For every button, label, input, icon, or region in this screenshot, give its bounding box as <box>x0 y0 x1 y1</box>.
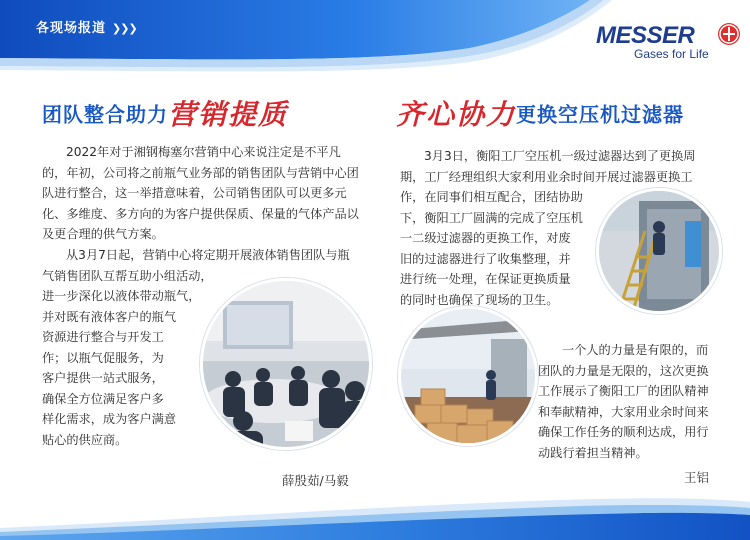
right-title-part1: 齐心协力 <box>396 98 517 131</box>
messer-logo <box>596 22 736 66</box>
left-title-part2: 营销提质 <box>168 98 289 131</box>
left-article-title <box>42 93 288 133</box>
page-footer <box>0 470 750 540</box>
left-paragraph-1: 2022年对于湘钢梅塞尔营销中心来说注定是不平凡的，年初，公司将之前瓶气业务部的销售团队与营销中心团队进行整合，这一举措意味着，公司销售团队可以更多元化、多维度、多方向的为客户提供保质、保量的气体产品以及更合理的供气方案。 <box>42 145 359 241</box>
right-p2-line: 一个人的力量是有限的，而 <box>562 343 709 357</box>
right-article-title <box>396 93 684 133</box>
right-p2-line: 工作展示了衡阳工厂的团队精神 <box>538 384 709 398</box>
left-p2-line: 气销售团队互帮互助小组活动， <box>42 268 213 283</box>
arrows-icon: ❯❯❯ <box>112 22 137 35</box>
right-p1-line: 的同时也确保了现场的卫生。 <box>400 292 559 307</box>
logo-brand-text: MESSER <box>596 22 695 49</box>
right-p2-line: 动践行着担当精神。 <box>538 445 648 460</box>
left-p2-line: 客户提供一站式服务， <box>42 371 164 385</box>
logo-tagline: Gases for Life <box>634 47 709 61</box>
right-author: 王铝 <box>684 470 710 485</box>
right-title-part2: 更换空压机过滤器 <box>516 102 685 127</box>
left-p2-line: 并对既有液体客户的瓶气 <box>42 309 177 324</box>
logo-mark-icon <box>718 23 740 45</box>
left-p2-line: 从3月7日起，营销中心将定期开展液体销售团队与瓶 <box>66 248 350 262</box>
right-paragraph-2 <box>538 340 738 463</box>
right-p1-line: 期，工厂经理组织大家利用业余时间开展过滤器更换工 <box>400 169 693 184</box>
left-p2-line: 资源进行整合与开发工 <box>42 330 164 344</box>
footer-wave-graphic <box>0 470 750 540</box>
right-p1-line: 下，衡阳工厂圆满的完成了空压机 <box>400 210 583 225</box>
left-p2-line: 贴心的供应商。 <box>42 432 128 447</box>
filter-boxes-photo <box>398 306 538 446</box>
right-p1-line: 一二级过滤器的更换工作，对废 <box>400 231 571 245</box>
left-p2-line: 进一步深化以液体带动瓶气， <box>42 289 201 303</box>
compressor-photo <box>596 188 722 314</box>
meeting-photo <box>200 278 372 450</box>
left-title-part1: 团队整合助力 <box>42 102 168 127</box>
left-author: 薛殷茹/马毅 <box>282 473 349 488</box>
right-p1-line: 进行统一处理，在保证更换质量 <box>400 272 571 286</box>
right-p1-line: 旧的过滤器进行了收集整理，并 <box>400 251 571 266</box>
left-p2-line: 确保全方位满足客户多 <box>42 391 164 406</box>
right-p2-line: 确保工作任务的顺利达成，用行 <box>538 425 709 439</box>
left-p2-line: 样化需求，成为客户满意 <box>42 412 177 426</box>
right-p2-line: 团队的力量是无限的，这次更换 <box>538 363 709 378</box>
section-label: 各现场报道 ❯❯❯ <box>36 21 137 36</box>
left-p2-line: 作；以瓶气促服务，为 <box>42 350 164 365</box>
right-p1-line: 3月3日，衡阳工厂空压机一级过滤器达到了更换周 <box>424 149 696 163</box>
right-p2-line: 和奉献精神，大家用业余时间来 <box>538 404 709 419</box>
right-p1-line: 作，在同事们相互配合，团结协助 <box>400 190 583 204</box>
